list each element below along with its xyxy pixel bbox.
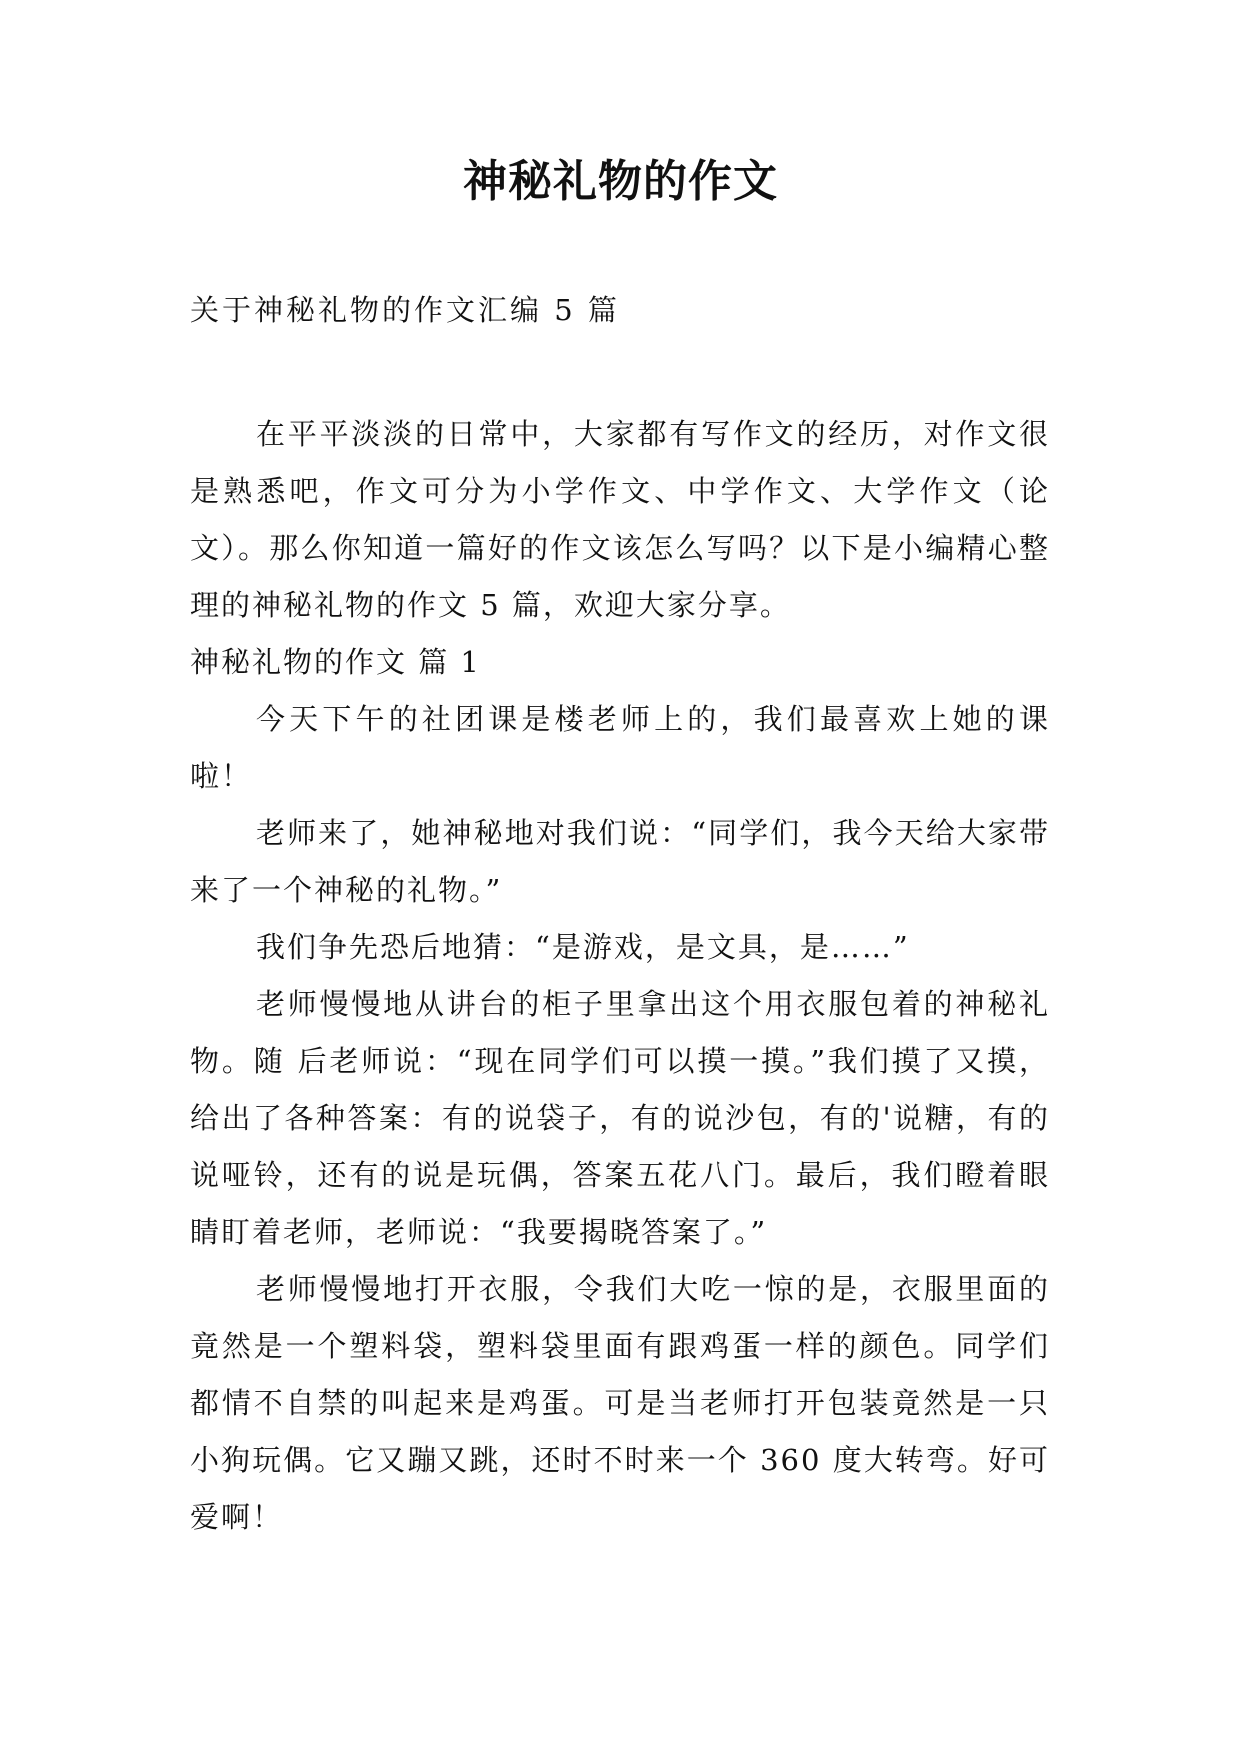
body-paragraph: 老师来了，她神秘地对我们说：“同学们，我今天给大家带来了一个神秘的礼物。” xyxy=(190,816,1050,907)
section-heading: 神秘礼物的作文 篇 1 xyxy=(190,645,481,679)
body-paragraph: 我们争先恐后地猜：“是游戏，是文具，是……” xyxy=(256,930,910,964)
body-paragraph: 今天下午的社团课是楼老师上的，我们最喜欢上她的课啦！ xyxy=(190,702,1050,793)
body-paragraph: 老师慢慢地从讲台的柜子里拿出这个用衣服包着的神秘礼物。随 后老师说：“现在同学们可以摸一摸。”我们摸了又摸，给出了各种答案：有的说袋子，有的说沙包，有的'说糖，有的说哑铃，还有的说是玩偶，答案五花八门。最后，我们瞪着眼睛盯着老师，老师说：“我要揭晓答案了。” xyxy=(190,987,1050,1249)
page-title: 神秘礼物的作文 xyxy=(463,156,778,207)
intro-paragraph: 在平平淡淡的日常中，大家都有写作文的经历，对作文很是熟悉吧，作文可分为小学作文、中学作文、大学作文（论文）。那么你知道一篇好的作文该怎么写吗？以下是小编精心整理的神秘礼物的作文 5 篇，欢迎大家分享。 xyxy=(190,417,1050,622)
document-body xyxy=(190,406,1050,1546)
document-subtitle: 关于神秘礼物的作文汇编 5 篇 xyxy=(190,293,620,327)
body-paragraph: 老师慢慢地打开衣服，令我们大吃一惊的是，衣服里面的竟然是一个塑料袋，塑料袋里面有跟鸡蛋一样的颜色。同学们都情不自禁的叫起来是鸡蛋。可是当老师打开包装竟然是一只小狗玩偶。它又蹦又跳，还时不时来一个 360 度大转弯。好可爱啊！ xyxy=(190,1272,1050,1534)
